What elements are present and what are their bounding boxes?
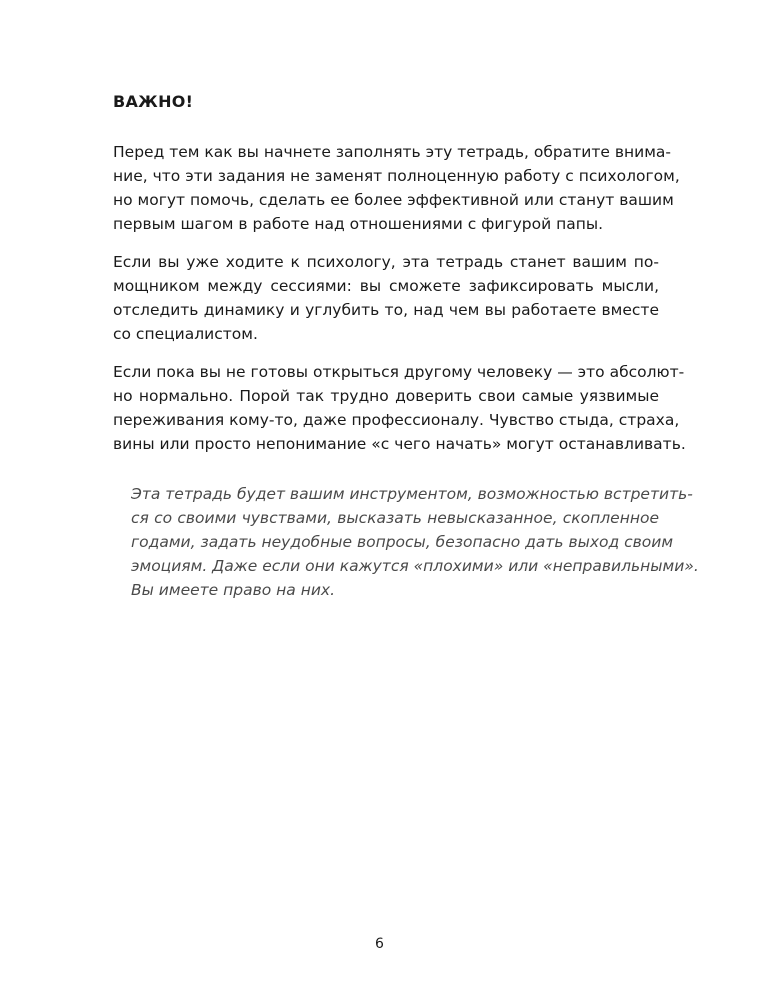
quote-line-5: Вы имеете право на них.	[131, 581, 336, 599]
quote-line-1: Эта тетрадь будет вашим инструментом, возможностью встретить-	[131, 485, 693, 503]
paragraph-3-line-3: переживания кому-то, даже профессионалу. Чувство стыда, страха,	[113, 411, 680, 429]
quote-line-3: годами, задать неудобные вопросы, безопасно дать выход своим	[131, 533, 674, 551]
paragraph-2-line-3: отследить динамику и углубить то, над чем вы работаете вместе	[113, 301, 659, 319]
quote-line-2: ся со своими чувствами, высказать невысказанное, скопленное	[131, 509, 659, 527]
paragraph-3-line-4: вины или просто непонимание «с чего начать» могут останавливать.	[113, 435, 686, 453]
paragraph-1-line-2: ние, что эти задания не заменят полноценную работу с психологом,	[113, 167, 680, 185]
section-heading: ВАЖНО!	[113, 92, 194, 111]
paragraph-1-line-4: первым шагом в работе над отношениями с фигурой папы.	[113, 215, 604, 233]
paragraph-2-line-2: мощником между сессиями: вы сможете зафиксировать мысли,	[113, 277, 659, 295]
page-number: 6	[375, 936, 384, 952]
paragraph-1-line-3: но могут помочь, сделать ее более эффективной или станут вашим	[113, 191, 674, 209]
paragraph-3-line-1: Если пока вы не готовы открыться другому человеку — это абсолют-	[113, 363, 685, 381]
paragraph-1-line-1: Перед тем как вы начнете заполнять эту тетрадь, обратите внима-	[113, 143, 671, 161]
paragraph-2-line-4: со специалистом.	[113, 325, 258, 343]
paragraph-3-line-2: но нормально. Порой так трудно доверить свои самые уязвимые	[113, 387, 659, 405]
quote-line-4: эмоциям. Даже если они кажутся «плохими» или «неправильными».	[131, 557, 699, 575]
paragraph-2-line-1: Если вы уже ходите к психологу, эта тетрадь станет вашим по-	[113, 253, 659, 271]
